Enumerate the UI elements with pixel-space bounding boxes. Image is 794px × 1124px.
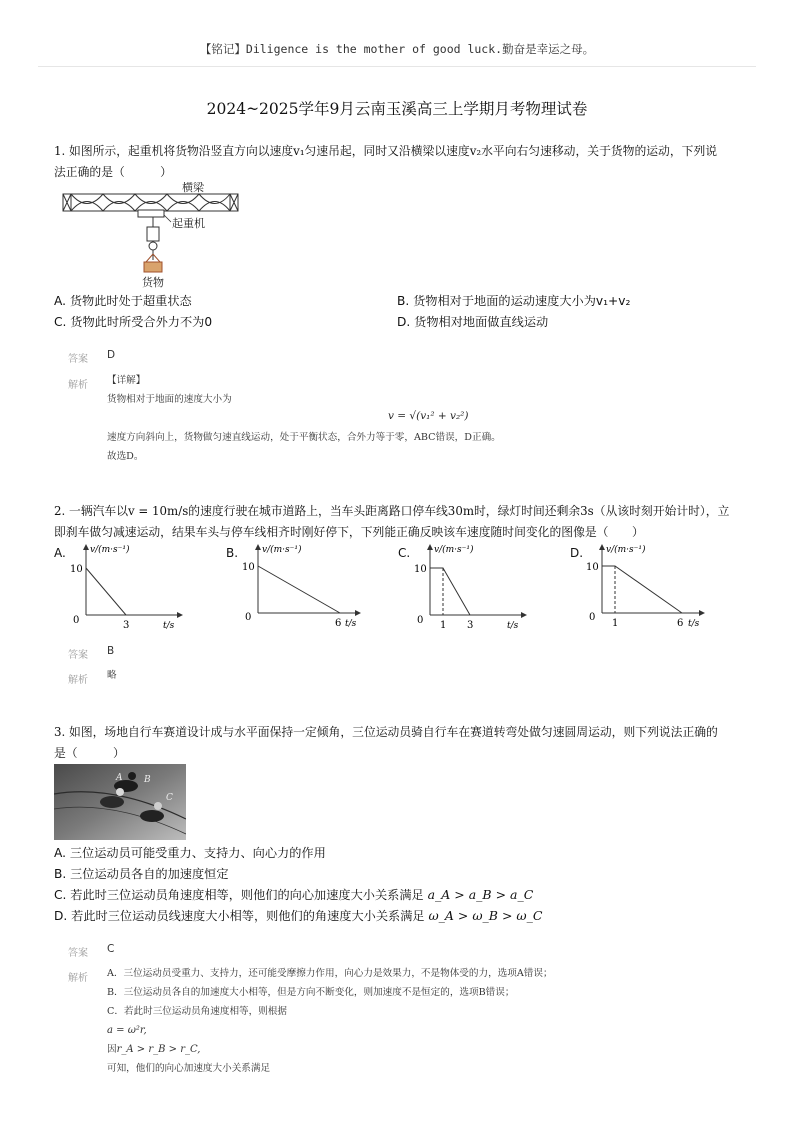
q1-explanation	[107, 371, 727, 409]
graph-c-letter: C.	[398, 546, 411, 560]
q3-option-b[interactable]: B. 三位运动员各自的加速度恒定	[54, 867, 229, 881]
q1-text-line2: 法正确的是（ ）	[54, 165, 172, 179]
graph-c-xlabel: t/s	[507, 621, 519, 631]
q3-exp-line4	[107, 1040, 727, 1059]
q1-stem	[54, 141, 744, 183]
q1-option-c[interactable]: C. 货物此时所受合外力不为0	[54, 315, 213, 329]
graph-c-tick-0: 1	[440, 620, 447, 631]
crane-label: 起重机	[172, 217, 205, 230]
q1-text-line1: 如图所示，起重机将货物沿竖直方向以速度v₁匀速吊起，同时又沿横梁以速度v₂水平向右匀速移动，关于货物的运动，下列说	[69, 144, 718, 158]
header-divider	[38, 66, 756, 67]
graph-a-tick-0: 3	[123, 620, 130, 631]
q3-cycling-photo	[54, 764, 186, 840]
graph-a-line	[86, 568, 126, 615]
q2-number: 2.	[54, 504, 66, 518]
q2-graph-a[interactable]	[54, 543, 194, 633]
crane-trolley	[138, 210, 164, 217]
graph-b-ylabel: v/(m·s⁻¹)	[262, 545, 302, 555]
q3-option-d-math: ω_A > ω_B > ω_C	[428, 908, 543, 923]
q3-option-a[interactable]: A. 三位运动员可能受重力、支持力、向心力的作用	[54, 846, 326, 860]
graph-c-origin: 0	[417, 615, 424, 626]
q1-exp-formula: v = √(v₁² + v₂²)	[388, 410, 469, 422]
graph-d-tick-0: 1	[612, 618, 619, 629]
q1-crane-figure	[58, 182, 248, 288]
q2-text-line2: 即刹车做匀减速运动，结果车头与停车线相齐时刚好停下，下列能正确反映该车速度随时间变化的图像是（ ）	[54, 525, 644, 539]
q2-answer-label: 答案	[68, 650, 88, 661]
graph-d-origin: 0	[589, 612, 596, 623]
q1-exp-line2: 速度方向斜向上，货物做匀速直线运动，处于平衡状态，合外力等于零，ABC错误，D正确。	[107, 432, 501, 443]
q1-number: 1.	[54, 144, 66, 158]
graph-a-xlabel: t/s	[163, 621, 175, 631]
q2-graph-b[interactable]	[226, 543, 366, 633]
graph-a-svg	[66, 543, 196, 633]
q2-graph-d[interactable]	[570, 543, 710, 633]
photo-label-b: B	[144, 775, 151, 785]
q3-stem-line1	[54, 722, 744, 743]
q2-text-line1: 一辆汽车以v = 10m/s的速度行驶在城市道路上，当车头距离路口停车线30m时，绿灯时间还剩余3s（从该时刻开始计时），立	[69, 504, 730, 518]
cargo-label: 货物	[142, 276, 164, 288]
q1-explanation-rest	[107, 428, 727, 466]
q3-text-line1: 如图，场地自行车赛道设计成与水平面保持一定倾角，三位运动员骑自行车在赛道转弯处做匀速圆周运动，则下列说法正确的	[69, 725, 718, 739]
graph-b-ytick: 10	[242, 562, 255, 573]
graph-b-origin: 0	[245, 612, 252, 623]
q3-number: 3.	[54, 725, 66, 739]
graph-b-letter: B.	[226, 546, 239, 560]
photo-label-c: C	[166, 793, 173, 803]
graph-d-ytick: 10	[586, 562, 599, 573]
q3-stem	[54, 722, 744, 764]
q1-exp-line3: 故选D。	[107, 451, 144, 462]
graph-c-ytick: 10	[414, 564, 427, 575]
q1-exp-title: 【详解】	[107, 375, 146, 386]
graph-d-ylabel: v/(m·s⁻¹)	[606, 545, 646, 555]
graph-a-ytick: 10	[70, 564, 83, 575]
q1-answer-value: D	[107, 349, 116, 361]
graph-b-xlabel: t/s	[345, 619, 357, 629]
graph-d-xlabel: t/s	[688, 619, 700, 629]
graph-a-origin: 0	[73, 615, 80, 626]
q1-option-a[interactable]: A. 货物此时处于超重状态	[54, 294, 192, 308]
graph-c-line	[430, 568, 470, 615]
graph-d-letter: D.	[570, 546, 584, 560]
q3-analysis-label: 解析	[68, 973, 88, 984]
q2-answer-value: B	[107, 645, 115, 657]
page-title: 2024~2025学年9月云南玉溪高三上学期月考物理试卷	[206, 100, 588, 118]
q3-exp-formula2: r_A > r_B > r_C,	[116, 1044, 201, 1055]
beam-label: 横梁	[182, 182, 204, 194]
q1-answer-label: 答案	[68, 354, 88, 365]
q2-graph-c[interactable]	[398, 543, 538, 633]
q3-exp-line5: 可知，他们的向心加速度大小关系满足	[107, 1063, 271, 1074]
q3-explanation	[107, 964, 727, 1078]
q3-exp-line4-prefix: 因	[107, 1044, 117, 1055]
graph-c-svg	[410, 543, 540, 633]
q2-stem	[54, 501, 744, 543]
graph-b-svg	[238, 543, 368, 633]
motto-banner: 【铭记】Diligence is the mother of good luck.勤奋是幸运之母。	[199, 42, 595, 56]
graph-d-svg	[582, 543, 712, 633]
q3-exp-line1: A．三位运动员受重力、支持力，还可能受摩擦力作用，向心力是效果力，不是物体受的力，选项A错误；	[107, 968, 553, 979]
q3-option-c[interactable]	[54, 886, 533, 903]
graph-c-ylabel: v/(m·s⁻¹)	[434, 545, 474, 555]
q1-analysis-label: 解析	[68, 380, 88, 391]
q3-exp-formula1: a = ω²r,	[107, 1025, 147, 1036]
q2-stem-line1	[54, 501, 744, 522]
photo-label-a: A	[116, 773, 123, 783]
q3-exp-line2: B．三位运动员各自的加速度大小相等，但是方向不断变化，则加速度不是恒定的，选项B错误；	[107, 987, 515, 998]
graph-d-line	[602, 566, 682, 613]
graph-b-line	[258, 566, 340, 613]
crane-hook	[147, 217, 159, 260]
q1-exp-line1: 货物相对于地面的速度大小为	[107, 394, 232, 405]
q3-exp-line3: C．若此时三位运动员角速度相等，则根据	[107, 1006, 288, 1017]
q3-text-line2: 是（ ）	[54, 746, 125, 760]
q1-stem-line1	[54, 141, 744, 162]
q2-analysis-value: 略	[107, 670, 117, 681]
q1-option-d[interactable]: D. 货物相对地面做直线运动	[397, 315, 549, 329]
q1-option-b[interactable]: B. 货物相对于地面的运动速度大小为v₁+v₂	[397, 294, 631, 308]
graph-b-tick-0: 6	[335, 618, 342, 629]
q3-answer-value: C	[107, 943, 115, 955]
graph-d-tick-1: 6	[677, 618, 684, 629]
q3-option-d[interactable]	[54, 907, 542, 924]
q3-option-c-text: C. 若此时三位运动员角速度相等，则他们的向心加速度大小关系满足	[54, 888, 424, 902]
q3-option-c-math: a_A > a_B > a_C	[427, 887, 534, 902]
q3-option-d-text: D. 若此时三位运动员线速度大小相等，则他们的角速度大小关系满足	[54, 909, 425, 923]
graph-c-tick-1: 3	[467, 620, 474, 631]
crane-beam	[63, 194, 238, 211]
graph-a-letter: A.	[54, 546, 66, 560]
q3-answer-label: 答案	[68, 948, 88, 959]
graph-a-ylabel: v/(m·s⁻¹)	[90, 545, 130, 555]
q2-analysis-label: 解析	[68, 675, 88, 686]
